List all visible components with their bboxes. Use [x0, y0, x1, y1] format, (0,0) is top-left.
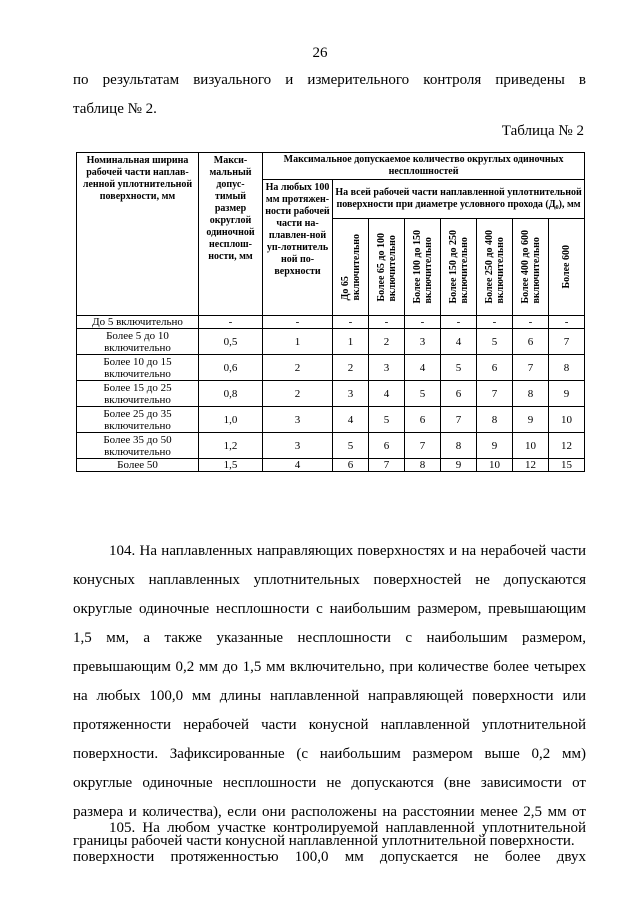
cell-dn: 6 — [405, 407, 441, 433]
cell-dn: 8 — [477, 407, 513, 433]
cell-dn: - — [369, 316, 405, 329]
cell-dn: 5 — [369, 407, 405, 433]
cell-dn: 4 — [333, 407, 369, 433]
cell-dn: 6 — [441, 381, 477, 407]
cell-dn: - — [477, 316, 513, 329]
table-row — [77, 433, 585, 459]
paragraph-105 — [73, 814, 586, 872]
header-dn-col — [549, 219, 585, 316]
cell-per100: 4 — [263, 459, 333, 472]
cell-dn: 7 — [513, 355, 549, 381]
cell-dn: 7 — [477, 381, 513, 407]
cell-per100: 3 — [263, 407, 333, 433]
header-dn-label: До 65 включительно — [339, 233, 362, 301]
cell-dn: - — [333, 316, 369, 329]
cell-per100: 2 — [263, 381, 333, 407]
cell-dn: 15 — [549, 459, 585, 472]
cell-size: 1,0 — [199, 407, 263, 433]
header-nominal-width: Номинальная ширина рабочей части наплав-ленной уплотнительной поверхности, мм — [77, 153, 199, 316]
cell-dn: 6 — [333, 459, 369, 472]
header-dn-label: Более 65 до 100 включительно — [375, 232, 398, 302]
cell-dn: 4 — [441, 329, 477, 355]
intro-line-1: по результатам визуального и измерительного контроля приведены в — [73, 72, 586, 88]
cell-dn: 5 — [441, 355, 477, 381]
cell-dn: 2 — [333, 355, 369, 381]
cell-size: 1,2 — [199, 433, 263, 459]
cell-dn: 5 — [333, 433, 369, 459]
header-max-size: Макси-мальный допус-тимый размер округлой одиночной несплош-ности, мм — [199, 153, 263, 316]
cell-label: Более 35 до 50 включительно — [77, 433, 199, 459]
table-caption: Таблица № 2 — [501, 123, 584, 139]
cell-dn: 10 — [549, 407, 585, 433]
cell-per100: 3 — [263, 433, 333, 459]
header-any-100mm: На любых 100 мм протяжен-ности рабочей части на-плавлен-ной уп-лотнитель ной по-верхности — [263, 180, 333, 316]
cell-dn: 7 — [441, 407, 477, 433]
header-dn-col — [513, 219, 549, 316]
cell-label: Более 10 до 15 включительно — [77, 355, 199, 381]
header-dn-col — [441, 219, 477, 316]
header-dn-col — [477, 219, 513, 316]
table-row — [77, 381, 585, 407]
cell-dn: - — [513, 316, 549, 329]
cell-dn: 7 — [549, 329, 585, 355]
cell-dn: 3 — [405, 329, 441, 355]
cell-size: 0,8 — [199, 381, 263, 407]
header-dn-label: Более 400 до 600 включительно — [519, 230, 542, 304]
cell-size: 0,5 — [199, 329, 263, 355]
table-row — [77, 407, 585, 433]
table-row — [77, 355, 585, 381]
cell-dn: 9 — [549, 381, 585, 407]
header-dn-col — [405, 219, 441, 316]
cell-dn: 9 — [513, 407, 549, 433]
cell-dn: 12 — [549, 433, 585, 459]
cell-dn: 10 — [477, 459, 513, 472]
cell-dn: - — [441, 316, 477, 329]
cell-dn: 8 — [549, 355, 585, 381]
header-whole-surface: На всей рабочей части наплавленной уплотнительной поверхности при диаметре условного прохода (Д₀), мм — [333, 180, 585, 219]
cell-dn: 4 — [405, 355, 441, 381]
cell-dn: 8 — [513, 381, 549, 407]
defects-table — [76, 152, 585, 472]
cell-dn: 9 — [441, 459, 477, 472]
cell-label: Более 50 — [77, 459, 199, 472]
header-dn-label: Более 600 — [561, 245, 573, 289]
cell-dn: 9 — [477, 433, 513, 459]
header-dn-col — [333, 219, 369, 316]
cell-dn: 3 — [333, 381, 369, 407]
cell-dn: 5 — [405, 381, 441, 407]
paragraph-104-text: 104. На наплавленных направляющих поверхностях и на нерабочей части конусных наплавленных уплотнительных поверхностей не допускаются округлые одиночные несплошности с наибольшим размером, превышающим 1,5 мм, а также указанные несплошности с наибольшим размером, превышающим 0,2 мм до 1,5 мм включительно, при количестве более четырех на любых 100,0 мм длины наплавленной направляющей поверхности или протяженности нерабочей части конусной наплавленной уплотнительной поверхности. Зафиксированные (с наибольшим размером выше 0,2 мм) округлые одиночные несплошности не допускаются (вне зависимости от размера и количества), если они расположены на расстоянии менее 2,5 мм от границы рабочей части конусной наплавленной уплотнительной поверхности. — [73, 543, 586, 849]
cell-dn: 6 — [477, 355, 513, 381]
cell-label: Более 25 до 35 включительно — [77, 407, 199, 433]
cell-dn: - — [549, 316, 585, 329]
header-dn-label: Более 150 до 250 включительно — [447, 230, 470, 304]
cell-dn: 6 — [513, 329, 549, 355]
cell-dn: 3 — [369, 355, 405, 381]
cell-dn: 5 — [477, 329, 513, 355]
cell-per100: - — [263, 316, 333, 329]
cell-dn: 7 — [369, 459, 405, 472]
cell-dn: 4 — [369, 381, 405, 407]
intro-paragraph — [73, 66, 586, 124]
cell-dn: - — [405, 316, 441, 329]
cell-dn: 8 — [405, 459, 441, 472]
cell-label: До 5 включительно — [77, 316, 199, 329]
table-row — [77, 329, 585, 355]
cell-size: 0,6 — [199, 355, 263, 381]
paragraph-105-text: 105. На любом участке контролируемой наплавленной уплотнительной поверхности протяженностью 100,0 мм допускается не более двух — [73, 820, 586, 865]
header-dn-label: Более 250 до 400 включительно — [483, 230, 506, 304]
cell-size: - — [199, 316, 263, 329]
paragraph-104 — [73, 537, 586, 856]
cell-dn: 7 — [405, 433, 441, 459]
header-dn-label: Более 100 до 150 включительно — [411, 230, 434, 304]
cell-dn: 8 — [441, 433, 477, 459]
intro-line-2: таблице № 2. — [73, 101, 157, 117]
cell-dn: 10 — [513, 433, 549, 459]
cell-dn: 2 — [369, 329, 405, 355]
page-number: 26 — [312, 45, 328, 61]
table-row — [77, 316, 585, 329]
cell-size: 1,5 — [199, 459, 263, 472]
cell-dn: 1 — [333, 329, 369, 355]
cell-label: Более 15 до 25 включительно — [77, 381, 199, 407]
header-max-count: Максимальное допускаемое количество округлых одиночных несплошностей — [263, 153, 585, 180]
cell-label: Более 5 до 10 включительно — [77, 329, 199, 355]
header-dn-col — [369, 219, 405, 316]
cell-per100: 2 — [263, 355, 333, 381]
cell-dn: 12 — [513, 459, 549, 472]
cell-dn: 6 — [369, 433, 405, 459]
table-row — [77, 459, 585, 472]
cell-per100: 1 — [263, 329, 333, 355]
